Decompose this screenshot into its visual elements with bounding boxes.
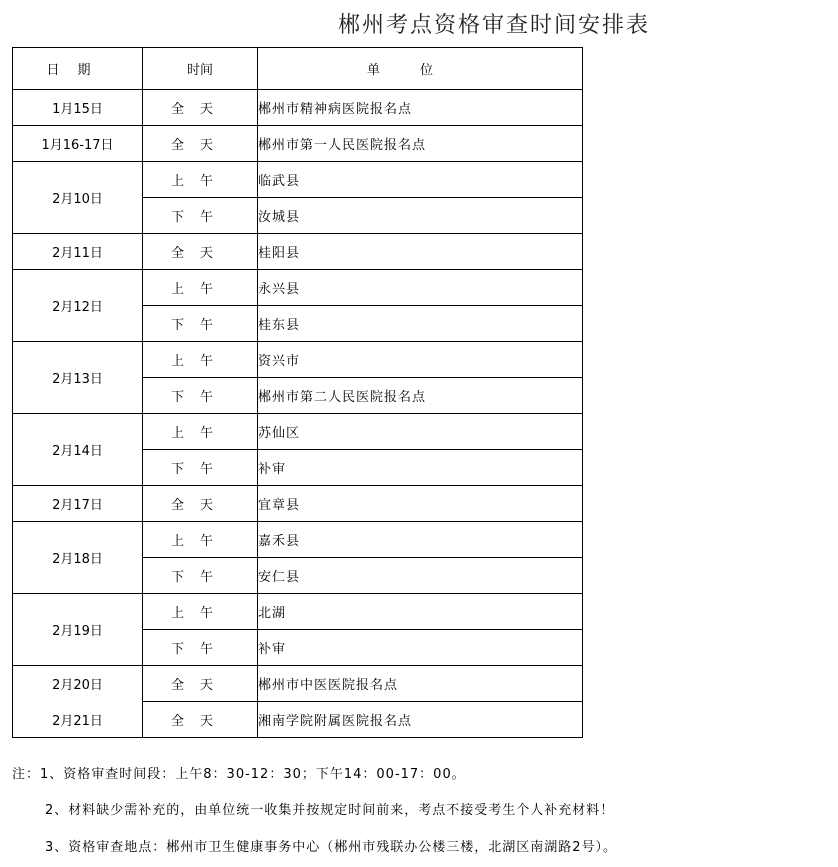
date-cell: 2月10日 (13, 162, 143, 234)
date-cell: 2月17日 (13, 486, 143, 522)
unit-cell: 桂阳县 (258, 234, 583, 270)
date-cell: 2月21日 (13, 702, 143, 738)
time-cell: 全天 (143, 126, 258, 162)
time-cell: 全天 (143, 90, 258, 126)
date-cell: 2月18日 (13, 522, 143, 594)
note-2: 2、材料缺少需补充的，由单位统一收集并按规定时间前来，考点不接受考生个人补充材料！ (45, 803, 615, 818)
date-cell: 1月15日 (13, 90, 143, 126)
table-row (13, 342, 583, 378)
time-cell: 全天 (143, 666, 258, 702)
unit-cell: 郴州市第二人民医院报名点 (258, 378, 583, 414)
table-row (13, 414, 583, 450)
time-cell: 上午 (143, 342, 258, 378)
time-cell: 下午 (143, 306, 258, 342)
time-cell: 全天 (143, 486, 258, 522)
unit-cell: 郴州市精神病医院报名点 (258, 90, 583, 126)
table-header-row (13, 48, 583, 90)
unit-cell: 永兴县 (258, 270, 583, 306)
table-row (13, 486, 583, 522)
date-cell: 2月12日 (13, 270, 143, 342)
unit-cell: 宜章县 (258, 486, 583, 522)
time-cell: 下午 (143, 198, 258, 234)
table-row (13, 666, 583, 702)
unit-cell: 湘南学院附属医院报名点 (258, 702, 583, 738)
time-cell: 上午 (143, 414, 258, 450)
date-cell: 2月14日 (13, 414, 143, 486)
unit-cell: 嘉禾县 (258, 522, 583, 558)
header-time: 时间 (143, 48, 258, 90)
table-row (13, 270, 583, 306)
unit-cell: 郴州市第一人民医院报名点 (258, 126, 583, 162)
note-3: 3、资格审查地点：郴州市卫生健康事务中心（郴州市残联办公楼三楼，北湖区南湖路2号）。 (45, 840, 618, 855)
time-cell: 全天 (143, 234, 258, 270)
table-row (13, 594, 583, 630)
time-cell: 上午 (143, 594, 258, 630)
page-title: 郴州考点资格审查时间安排表 (338, 13, 651, 38)
unit-cell: 临武县 (258, 162, 583, 198)
table-row (13, 702, 583, 738)
unit-cell: 郴州市中医医院报名点 (258, 666, 583, 702)
date-cell: 2月20日 (13, 666, 143, 702)
date-cell: 1月16-17日 (13, 126, 143, 162)
unit-cell: 安仁县 (258, 558, 583, 594)
time-cell: 下午 (143, 450, 258, 486)
time-cell: 上午 (143, 270, 258, 306)
unit-cell: 北湖 (258, 594, 583, 630)
table-row (13, 234, 583, 270)
note-1: 注：1、资格审查时间段：上午8：30-12：30；下午14：00-17：00。 (12, 767, 466, 782)
unit-cell: 汝城县 (258, 198, 583, 234)
header-date: 日期 (13, 48, 143, 90)
header-unit: 单位 (258, 48, 583, 90)
table-row (13, 162, 583, 198)
unit-cell: 补审 (258, 630, 583, 666)
date-cell: 2月11日 (13, 234, 143, 270)
unit-cell: 苏仙区 (258, 414, 583, 450)
table-row (13, 90, 583, 126)
time-cell: 下午 (143, 558, 258, 594)
time-cell: 上午 (143, 522, 258, 558)
schedule-table (12, 47, 583, 738)
unit-cell: 桂东县 (258, 306, 583, 342)
date-cell: 2月19日 (13, 594, 143, 666)
table-row (13, 522, 583, 558)
unit-cell: 补审 (258, 450, 583, 486)
table-row (13, 126, 583, 162)
time-cell: 上午 (143, 162, 258, 198)
unit-cell: 资兴市 (258, 342, 583, 378)
time-cell: 下午 (143, 630, 258, 666)
time-cell: 下午 (143, 378, 258, 414)
date-cell: 2月13日 (13, 342, 143, 414)
time-cell: 全天 (143, 702, 258, 738)
